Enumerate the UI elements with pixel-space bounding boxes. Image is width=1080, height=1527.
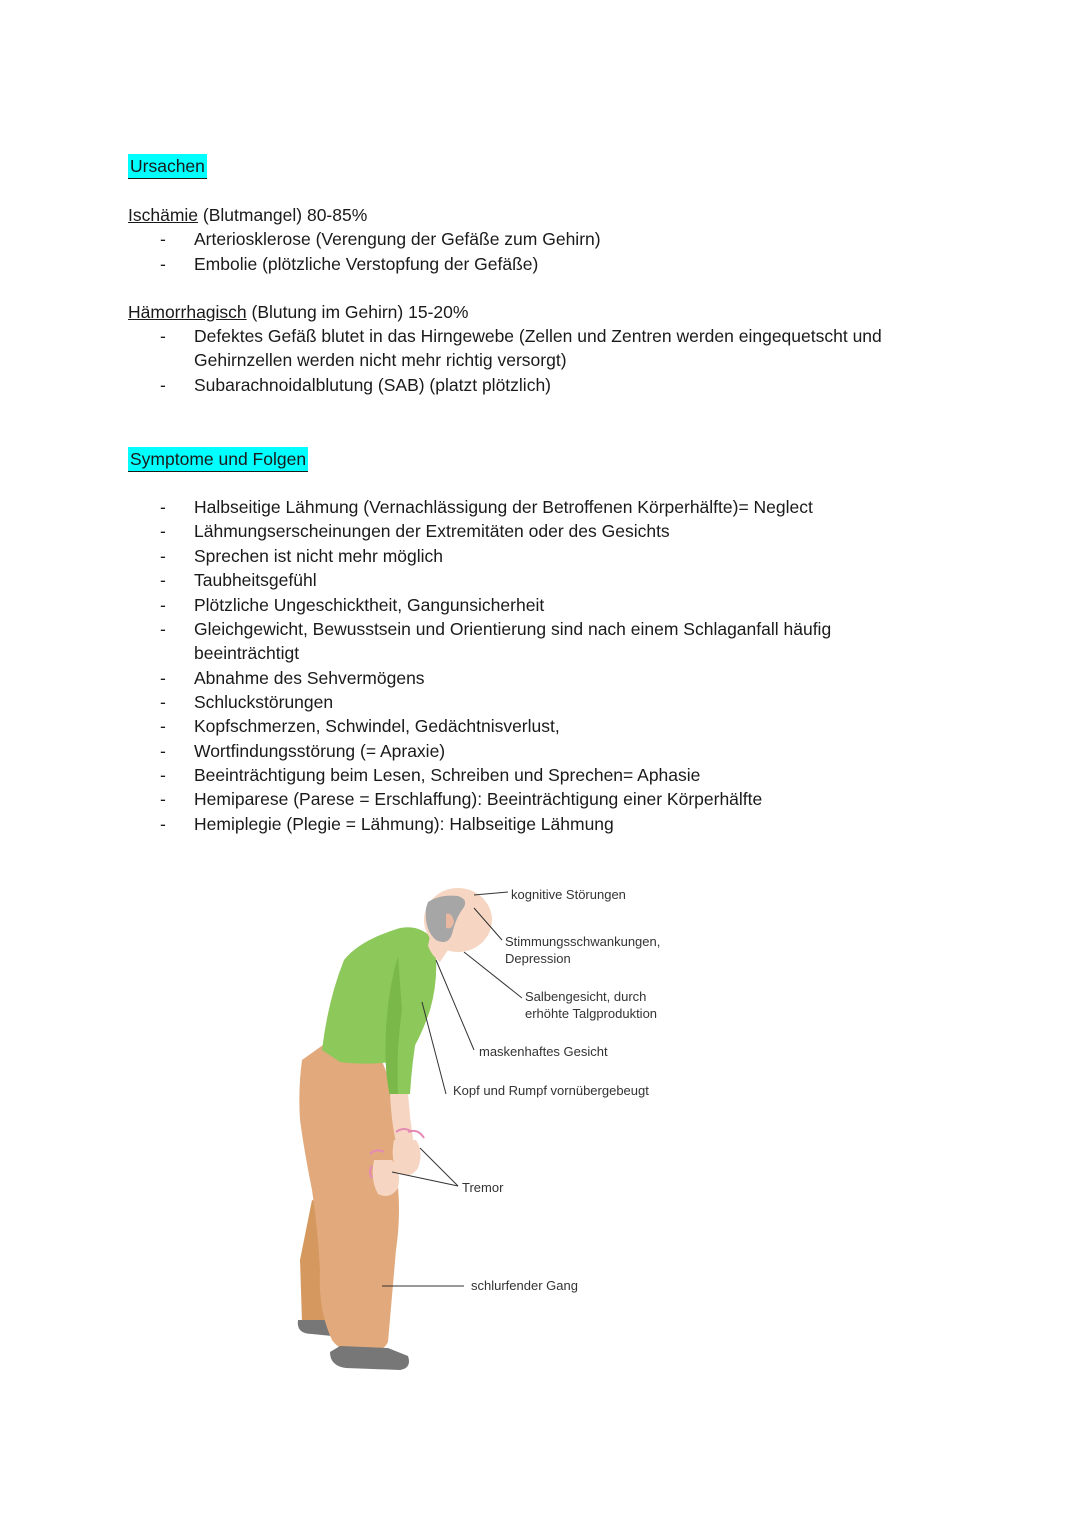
pointer-line bbox=[436, 960, 474, 1050]
label-posture: Kopf und Rumpf vornübergebeugt bbox=[453, 1083, 649, 1098]
list-item: Plötzliche Ungeschicktheit, Gangunsicherheit bbox=[194, 595, 545, 615]
list-item: Embolie (plötzliche Verstopfung der Gefäße) bbox=[194, 254, 539, 274]
label-salve-1: Salbengesicht, durch bbox=[525, 989, 647, 1004]
pointer-line bbox=[422, 1002, 446, 1094]
dash: - bbox=[160, 521, 166, 541]
dash: - bbox=[160, 229, 166, 249]
list-item: Abnahme des Sehvermögens bbox=[194, 668, 425, 688]
causes-heading: Ursachen bbox=[128, 154, 207, 179]
dash: - bbox=[160, 254, 166, 274]
dash: - bbox=[160, 326, 166, 346]
dash: - bbox=[160, 814, 166, 834]
label-cognitive: kognitive Störungen bbox=[511, 887, 626, 902]
list-item: Subarachnoidalblutung (SAB) (platzt plötzlich) bbox=[194, 375, 551, 395]
dash: - bbox=[160, 765, 166, 785]
dash: - bbox=[160, 375, 166, 395]
list-item: Lähmungserscheinungen der Extremitäten oder des Gesichts bbox=[194, 521, 670, 541]
dash: - bbox=[160, 716, 166, 736]
list-item: Hemiplegie (Plegie = Lähmung): Halbseitige Lähmung bbox=[194, 814, 614, 834]
list-item: Arteriosklerose (Verengung der Gefäße zum Gehirn) bbox=[194, 229, 601, 249]
label-mood-1: Stimmungsschwankungen, bbox=[505, 934, 661, 949]
label-tremor: Tremor bbox=[462, 1180, 504, 1195]
left-hand bbox=[373, 1160, 399, 1196]
front-shoe bbox=[330, 1346, 409, 1370]
list-item: Wortfindungsstörung (= Apraxie) bbox=[194, 741, 446, 761]
list-item: Taubheitsgefühl bbox=[194, 570, 317, 590]
hemorrhagic-rest: (Blutung im Gehirn) 15-20% bbox=[246, 302, 469, 322]
list-item: Beeinträchtigung beim Lesen, Schreiben und Sprechen= Aphasie bbox=[194, 765, 701, 785]
list-item: Gleichgewicht, Bewusstsein und Orientierung sind nach einem Schlaganfall häufig beeinträchtigt bbox=[194, 619, 832, 664]
dash: - bbox=[160, 570, 166, 590]
label-gait: schlurfender Gang bbox=[471, 1278, 578, 1293]
dash: - bbox=[160, 595, 166, 615]
label-mood-2: Depression bbox=[505, 951, 571, 966]
ischemia-term: Ischämie bbox=[128, 205, 199, 225]
dash: - bbox=[160, 668, 166, 688]
list-item: Sprechen ist nicht mehr möglich bbox=[194, 546, 443, 566]
label-salve-2: erhöhte Talgproduktion bbox=[525, 1006, 658, 1021]
list-item: Schluckstörungen bbox=[194, 692, 334, 712]
pointer-line bbox=[392, 1172, 458, 1186]
list-item: Defektes Gefäß blutet in das Hirngewebe (Zellen und Zentren werden eingequetscht und Gehirnzellen werden nicht mehr richtig versorgt) bbox=[194, 326, 882, 371]
list-item: Kopfschmerzen, Schwindel, Gedächtnisverlust, bbox=[194, 716, 560, 736]
dash: - bbox=[160, 497, 166, 517]
dash: - bbox=[160, 692, 166, 712]
hemorrhagic-term: Hämorrhagisch bbox=[128, 302, 247, 322]
ischemia-rest: (Blutmangel) 80-85% bbox=[198, 205, 368, 225]
dash: - bbox=[160, 789, 166, 809]
pointer-line bbox=[474, 892, 508, 895]
label-mask: maskenhaftes Gesicht bbox=[479, 1044, 608, 1059]
symptoms-heading: Symptome und Folgen bbox=[128, 447, 308, 472]
pointer-line bbox=[420, 1148, 458, 1186]
list-item: Hemiparese (Parese = Erschlaffung): Beeinträchtigung einer Körperhälfte bbox=[194, 789, 763, 809]
dash: - bbox=[160, 546, 166, 566]
dash: - bbox=[160, 619, 166, 639]
dash: - bbox=[160, 741, 166, 761]
list-item: Halbseitige Lähmung (Vernachlässigung der Betroffenen Körperhälfte)= Neglect bbox=[194, 497, 813, 517]
